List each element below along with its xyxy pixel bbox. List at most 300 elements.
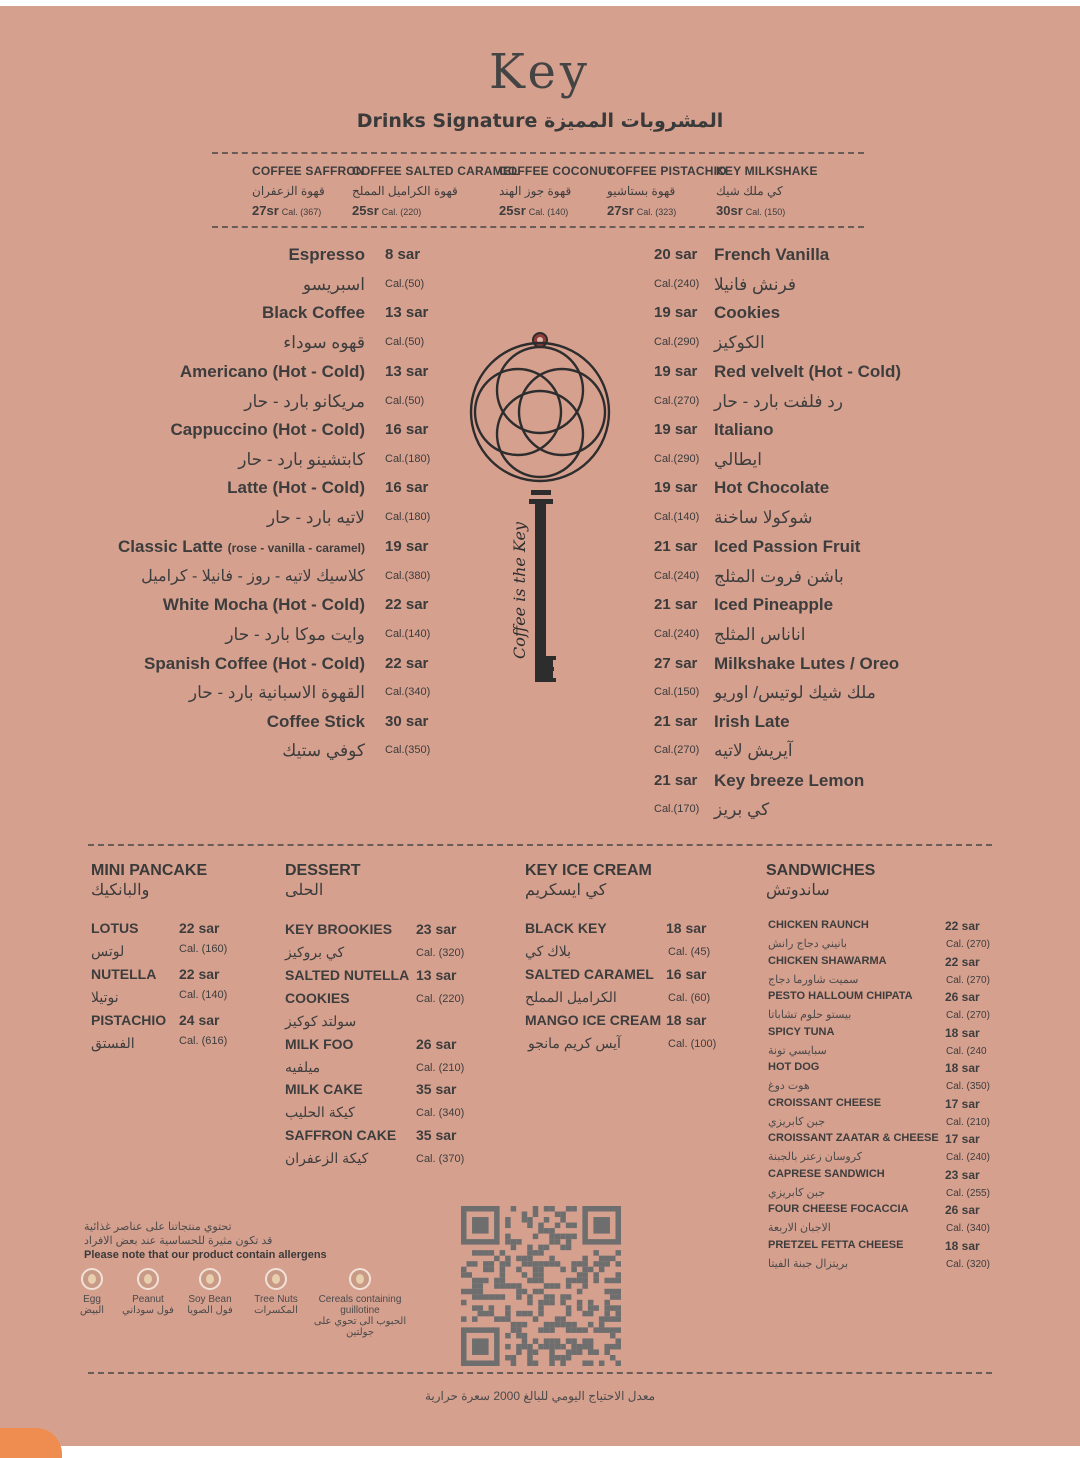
item-name-ar: ايطالي: [714, 450, 762, 469]
item-calories: Cal.(380): [385, 570, 431, 582]
qr-module: [472, 1261, 478, 1267]
qr-module: [533, 1234, 539, 1240]
qr-module: [533, 1349, 539, 1355]
item-name-ar: قهوه سوداء: [283, 333, 365, 352]
qr-module: [500, 1316, 506, 1322]
qr-module: [533, 1212, 539, 1218]
item-calories: Cal. (100): [668, 1038, 717, 1050]
allergen-soy: [182, 1268, 238, 1316]
cereal-icon: [349, 1268, 371, 1290]
qr-module: [577, 1278, 583, 1284]
list-item: [0, 270, 1080, 299]
item-calories: Cal.(270): [654, 395, 700, 407]
qr-module: [566, 1245, 572, 1251]
section-title-ar: كي ايسكريم: [525, 882, 607, 899]
item-price: 24 sar: [179, 1012, 220, 1028]
item-name-ar: مريكانو بارد - حار: [244, 392, 365, 411]
qr-module: [566, 1239, 572, 1245]
qr-module: [516, 1267, 522, 1273]
item-price: 19 sar: [654, 479, 698, 496]
item-name: KEY MILKSHAKE: [716, 164, 818, 178]
item-price: 26 sar: [416, 1036, 457, 1052]
item-name: Latte (Hot - Cold): [227, 478, 365, 497]
qr-module: [544, 1206, 550, 1212]
qr-module: [527, 1360, 533, 1366]
qr-module: [604, 1344, 610, 1350]
allergen-notice-ar: قد تكون مثيرة للحساسية عند بعض الافراد: [84, 1235, 273, 1247]
qr-module: [615, 1316, 621, 1322]
item-calories: Cal. (150): [745, 207, 786, 217]
qr-module: [604, 1261, 610, 1267]
item-price: 13 sar: [385, 304, 429, 321]
qr-module: [478, 1305, 484, 1311]
item-name-ar: كي بريز: [714, 800, 770, 819]
item-name-ar: الكراميل المملح: [525, 989, 617, 1005]
allergen-label-ar: البيض: [79, 1305, 105, 1316]
qr-module: [593, 1261, 599, 1267]
item-name-ar: جبن كابريزي: [768, 1186, 826, 1199]
qr-module: [571, 1344, 577, 1350]
qr-module: [571, 1322, 577, 1328]
item-calories: Cal.(50): [385, 336, 425, 348]
qr-module: [538, 1278, 544, 1284]
qr-module: [577, 1327, 583, 1333]
allergen-egg: [72, 1268, 112, 1316]
qr-module: [604, 1311, 610, 1317]
list-item: [0, 387, 1080, 416]
item-name-ar: شوكولا ساخنة: [714, 508, 813, 527]
qr-module: [560, 1217, 566, 1223]
qr-module: [505, 1305, 511, 1311]
soy-bean-icon: [199, 1268, 221, 1290]
tree-nuts-icon: [265, 1268, 287, 1290]
qr-module: [560, 1355, 566, 1361]
qr-module: [511, 1360, 517, 1366]
qr-module: [538, 1344, 544, 1350]
item-name-ar: كلاسيك لاتيه - روز - فانيلا - كراميل: [141, 568, 365, 585]
allergen-label-ar: الحبوب الى تحوي على جولتين: [313, 1316, 407, 1338]
item-name: PRETZEL FETTA CHEESE: [768, 1238, 904, 1251]
section-mini-pancake: [91, 862, 207, 900]
key-tagline: Coffee is the Key: [510, 522, 529, 659]
qr-module: [533, 1316, 539, 1322]
item-calories: Cal.(350): [385, 744, 431, 756]
qr-module: [610, 1316, 616, 1322]
item-calories: Cal. (350): [946, 1081, 990, 1092]
item-options: (rose - vanilla - caramel): [227, 541, 365, 555]
qr-module: [516, 1289, 522, 1295]
qr-module: [494, 1316, 500, 1322]
item-price: 8 sar: [385, 246, 421, 263]
qr-module: [538, 1305, 544, 1311]
qr-module: [582, 1360, 588, 1366]
qr-module: [588, 1300, 594, 1306]
qr-module: [516, 1256, 522, 1262]
qr-module: [544, 1217, 550, 1223]
qr-module: [566, 1322, 572, 1328]
qr-module: [571, 1234, 577, 1240]
qr-module: [566, 1311, 572, 1317]
item-price: 16 sar: [385, 479, 429, 496]
item-calories: Cal. (60): [668, 992, 711, 1004]
signature-item: [499, 164, 614, 218]
item-name-ar: كيكة الزعفران: [285, 1150, 369, 1166]
list-item: [0, 590, 1080, 619]
qr-module: [549, 1261, 555, 1267]
allergen-label: Peanut: [132, 1294, 164, 1305]
item-calories: Cal.(290): [654, 336, 700, 348]
qr-module: [538, 1267, 544, 1273]
qr-module: [527, 1311, 533, 1317]
qr-module: [610, 1333, 616, 1339]
allergen-peanut: [117, 1268, 179, 1316]
qr-module: [527, 1261, 533, 1267]
qr-module: [560, 1267, 566, 1273]
qr-module: [483, 1261, 489, 1267]
qr-module: [472, 1250, 478, 1256]
list-item: [0, 649, 1080, 678]
item-name: SALTED CARAMEL: [525, 966, 654, 982]
qr-module: [604, 1256, 610, 1262]
qr-module: [538, 1245, 544, 1251]
qr-module: [494, 1294, 500, 1300]
qr-module: [577, 1300, 583, 1306]
signature-item: [716, 164, 818, 218]
qr-module: [516, 1333, 522, 1339]
item-name-ar: قهوة بستاشيو: [607, 184, 676, 198]
section-title: MINI PANCAKE: [91, 862, 208, 879]
qr-module: [599, 1256, 605, 1262]
item-name: Key breeze Lemon: [714, 771, 865, 790]
item-price: 26 sar: [945, 1203, 980, 1217]
qr-module: [593, 1305, 599, 1311]
item-name: Irish Late: [714, 712, 790, 731]
item-calories: Cal. (270): [946, 1010, 990, 1021]
item-calories: Cal.(270): [654, 744, 700, 756]
qr-module: [500, 1278, 506, 1284]
item-calories: Cal.(180): [385, 453, 431, 465]
qr-module: [582, 1338, 588, 1344]
qr-module: [467, 1261, 473, 1267]
item-name: Americano (Hot - Cold): [179, 362, 365, 381]
qr-module: [544, 1261, 550, 1267]
qr-module: [522, 1272, 528, 1278]
item-name: MANGO ICE CREAM: [525, 1012, 662, 1028]
qr-module: [593, 1278, 599, 1284]
qr-module: [593, 1272, 599, 1278]
qr-module: [599, 1316, 605, 1322]
qr-module: [549, 1294, 555, 1300]
qr-module: [582, 1261, 588, 1267]
item-name: Cappuccino (Hot - Cold): [170, 420, 365, 439]
egg-icon: [81, 1268, 103, 1290]
item-calories: Cal. (616): [179, 1035, 228, 1047]
qr-module: [560, 1245, 566, 1251]
qr-module: [582, 1283, 588, 1289]
qr-module: [522, 1333, 528, 1339]
item-name-ar: قهوة الزعفران: [252, 184, 325, 198]
qr-module: [615, 1250, 621, 1256]
list-item: [0, 707, 1080, 736]
qr-module: [555, 1344, 561, 1350]
item-calories: Cal.(240): [654, 278, 700, 290]
qr-module: [472, 1338, 489, 1355]
section-title: KEY ICE CREAM: [525, 862, 652, 879]
item-name-ar: الكوكيز: [714, 333, 765, 352]
qr-module: [538, 1311, 544, 1317]
qr-module: [604, 1327, 610, 1333]
qr-module: [560, 1344, 566, 1350]
qr-module: [522, 1212, 528, 1218]
item-calories: Cal. (255): [946, 1187, 990, 1199]
qr-module: [533, 1250, 539, 1256]
qr-module: [511, 1245, 517, 1251]
item-name-ar: القهوة الاسبانية بارد - حار: [188, 683, 365, 702]
qr-module: [555, 1239, 561, 1245]
item-name-ar: نوتيلا: [91, 989, 119, 1005]
qr-module: [599, 1267, 605, 1273]
qr-code-icon[interactable]: [461, 1206, 621, 1366]
item-name: SAFFRON CAKE: [285, 1127, 397, 1143]
item-price: 22 sar: [945, 954, 980, 969]
qr-module: [522, 1261, 528, 1267]
item-name: Coffee Stick: [266, 712, 365, 731]
list-item: [0, 445, 1080, 474]
qr-module: [538, 1300, 544, 1306]
qr-module: [566, 1349, 572, 1355]
qr-module: [582, 1256, 588, 1262]
item-name-ar: سبايسي تونة: [768, 1044, 827, 1057]
item-name: COOKIES: [285, 990, 350, 1006]
qr-module: [516, 1344, 522, 1350]
item-name: Spanish Coffee (Hot - Cold): [144, 654, 365, 673]
item-calories: Cal. (320): [416, 947, 465, 959]
list-item: [0, 620, 1080, 649]
drinks-signature-heading: Drinks Signature المشروبات المميزة: [356, 110, 724, 132]
qr-module: [604, 1316, 610, 1322]
item-name-ar: آيس كريم مانجو: [528, 1035, 621, 1051]
qr-module: [610, 1344, 616, 1350]
qr-module: [549, 1360, 555, 1366]
daily-calorie-note: معدل الاحتياج اليومي للبالغ 2000 سعرة حرارية: [424, 1389, 656, 1403]
item-price: 21 sar: [654, 713, 698, 730]
qr-module: [461, 1289, 467, 1295]
item-calories: Cal.(140): [385, 628, 431, 640]
qr-module: [522, 1338, 528, 1344]
qr-module: [549, 1234, 555, 1240]
item-name-ar: جبن كابريزي: [768, 1115, 826, 1128]
signature-item: [252, 164, 365, 218]
qr-module: [571, 1206, 577, 1212]
item-calories: Cal. (160): [179, 943, 228, 955]
section-title: SANDWICHES: [766, 862, 876, 879]
item-price: 25sr: [352, 203, 379, 218]
qr-module: [593, 1349, 599, 1355]
item-price: 27sr: [252, 203, 279, 218]
qr-module: [478, 1250, 484, 1256]
qr-module: [615, 1327, 621, 1333]
qr-module: [516, 1327, 522, 1333]
qr-module: [566, 1294, 572, 1300]
item-price: 17 sar: [945, 1132, 980, 1146]
allergen-label: Egg: [83, 1294, 101, 1305]
list-item: [0, 357, 1080, 386]
qr-module: [527, 1256, 533, 1262]
qr-module: [593, 1217, 610, 1234]
qr-module: [599, 1360, 605, 1366]
qr-module: [478, 1311, 484, 1317]
divider: [88, 1372, 992, 1374]
item-name-ar: كروسان زعتر بالجبنة: [768, 1151, 863, 1163]
qr-module: [505, 1344, 511, 1350]
qr-module: [533, 1267, 539, 1273]
item-name-ar: كي ملك شيك: [716, 184, 783, 198]
qr-module: [538, 1272, 544, 1278]
item-price: 19 sar: [385, 538, 429, 555]
item-name-ar: الاجبان الاربعة: [768, 1222, 831, 1234]
qr-module: [560, 1316, 566, 1322]
qr-module: [566, 1206, 572, 1212]
qr-module: [571, 1267, 577, 1273]
qr-module: [571, 1327, 577, 1333]
qr-module: [588, 1305, 594, 1311]
qr-module: [549, 1206, 555, 1212]
qr-module: [461, 1316, 467, 1322]
qr-module: [533, 1360, 539, 1366]
qr-module: [467, 1272, 473, 1278]
qr-module: [527, 1278, 533, 1284]
qr-module: [472, 1289, 478, 1295]
qr-module: [511, 1283, 517, 1289]
qr-module: [599, 1327, 605, 1333]
qr-module: [516, 1322, 522, 1328]
qr-module: [560, 1294, 566, 1300]
signature-item: [607, 164, 727, 218]
qr-module: [549, 1283, 555, 1289]
qr-module: [544, 1300, 550, 1306]
qr-module: [615, 1261, 621, 1267]
qr-module: [555, 1322, 561, 1328]
item-price: 13 sar: [385, 363, 429, 380]
item-calories: Cal. (220): [416, 993, 465, 1005]
qr-module: [582, 1267, 588, 1273]
item-calories: Cal.(240): [654, 628, 700, 640]
qr-module: [588, 1360, 594, 1366]
qr-module: [505, 1355, 511, 1361]
item-calories: Cal. (370): [416, 1153, 465, 1165]
qr-module: [555, 1338, 561, 1344]
qr-module: [527, 1250, 533, 1256]
allergen-tree-nuts: [248, 1268, 304, 1316]
qr-module: [571, 1278, 577, 1284]
section-title-ar: ساندوتش: [766, 882, 830, 899]
allergen-label: Soy Bean: [188, 1294, 232, 1305]
qr-module: [489, 1311, 495, 1317]
item-calories: Cal.(50): [385, 278, 425, 290]
qr-module: [478, 1294, 484, 1300]
qr-module: [604, 1289, 610, 1295]
qr-module: [555, 1212, 561, 1218]
qr-module: [522, 1344, 528, 1350]
qr-module: [549, 1355, 555, 1361]
qr-module: [610, 1294, 616, 1300]
allergen-label: Cereals containing guillotine: [318, 1294, 402, 1316]
qr-module: [478, 1289, 484, 1295]
qr-module: [560, 1322, 566, 1328]
qr-module: [483, 1294, 489, 1300]
qr-module: [511, 1239, 517, 1245]
qr-module: [494, 1256, 500, 1262]
qr-module: [483, 1250, 489, 1256]
divider: [88, 844, 992, 846]
item-calories: Cal. (320): [946, 1258, 990, 1270]
item-name-ar: لاتيه بارد - حار: [266, 508, 365, 527]
item-price: 18 sar: [945, 1061, 980, 1075]
qr-module: [544, 1294, 550, 1300]
item-name: MILK FOO: [285, 1036, 354, 1052]
qr-module: [505, 1311, 511, 1317]
item-name-ar: بانيني دجاج رانش: [768, 938, 847, 950]
qr-module: [533, 1206, 539, 1212]
item-price: 27sr: [607, 203, 634, 218]
qr-module: [566, 1283, 572, 1289]
item-name: Iced Passion Fruit: [714, 537, 861, 556]
qr-module: [494, 1278, 500, 1284]
item-calories: Cal. (210): [946, 1116, 990, 1128]
qr-module: [560, 1300, 566, 1306]
qr-module: [522, 1289, 528, 1295]
qr-module: [527, 1245, 533, 1251]
item-name: CROISSANT CHEESE: [768, 1096, 882, 1109]
qr-module: [489, 1305, 495, 1311]
qr-module: [577, 1261, 583, 1267]
qr-module: [588, 1344, 594, 1350]
list-item: [0, 532, 1080, 561]
divider: [212, 152, 864, 154]
item-calories: Cal. (340): [416, 1107, 465, 1119]
item-price: 22 sar: [179, 920, 220, 936]
qr-module: [538, 1250, 544, 1256]
item-name: MILK CAKE: [285, 1081, 363, 1097]
qr-module: [544, 1327, 550, 1333]
qr-module: [577, 1305, 583, 1311]
section-dessert: [285, 862, 361, 900]
qr-module: [615, 1344, 621, 1350]
list-item: [0, 298, 1080, 327]
peanut-icon: [137, 1268, 159, 1290]
item-name: Hot Chocolate: [714, 478, 830, 497]
qr-module: [527, 1217, 533, 1223]
qr-module: [549, 1322, 555, 1328]
item-price: 22 sar: [179, 966, 220, 982]
qr-module: [604, 1278, 610, 1284]
item-name: FOUR CHEESE FOCACCIA: [768, 1203, 909, 1215]
qr-module: [533, 1272, 539, 1278]
item-name: Classic Latte: [117, 537, 223, 556]
qr-module: [566, 1355, 572, 1361]
item-price: 35 sar: [416, 1081, 457, 1097]
qr-module: [522, 1217, 528, 1223]
item-name-ar: سولتد كوكيز: [285, 1013, 357, 1029]
qr-module: [461, 1267, 467, 1273]
qr-module: [516, 1239, 522, 1245]
item-price: 21 sar: [654, 772, 698, 789]
qr-module: [560, 1234, 566, 1240]
item-name: Italiano: [714, 420, 774, 439]
qr-module: [500, 1267, 506, 1273]
item-name: LOTUS: [91, 920, 139, 936]
qr-module: [483, 1311, 489, 1317]
